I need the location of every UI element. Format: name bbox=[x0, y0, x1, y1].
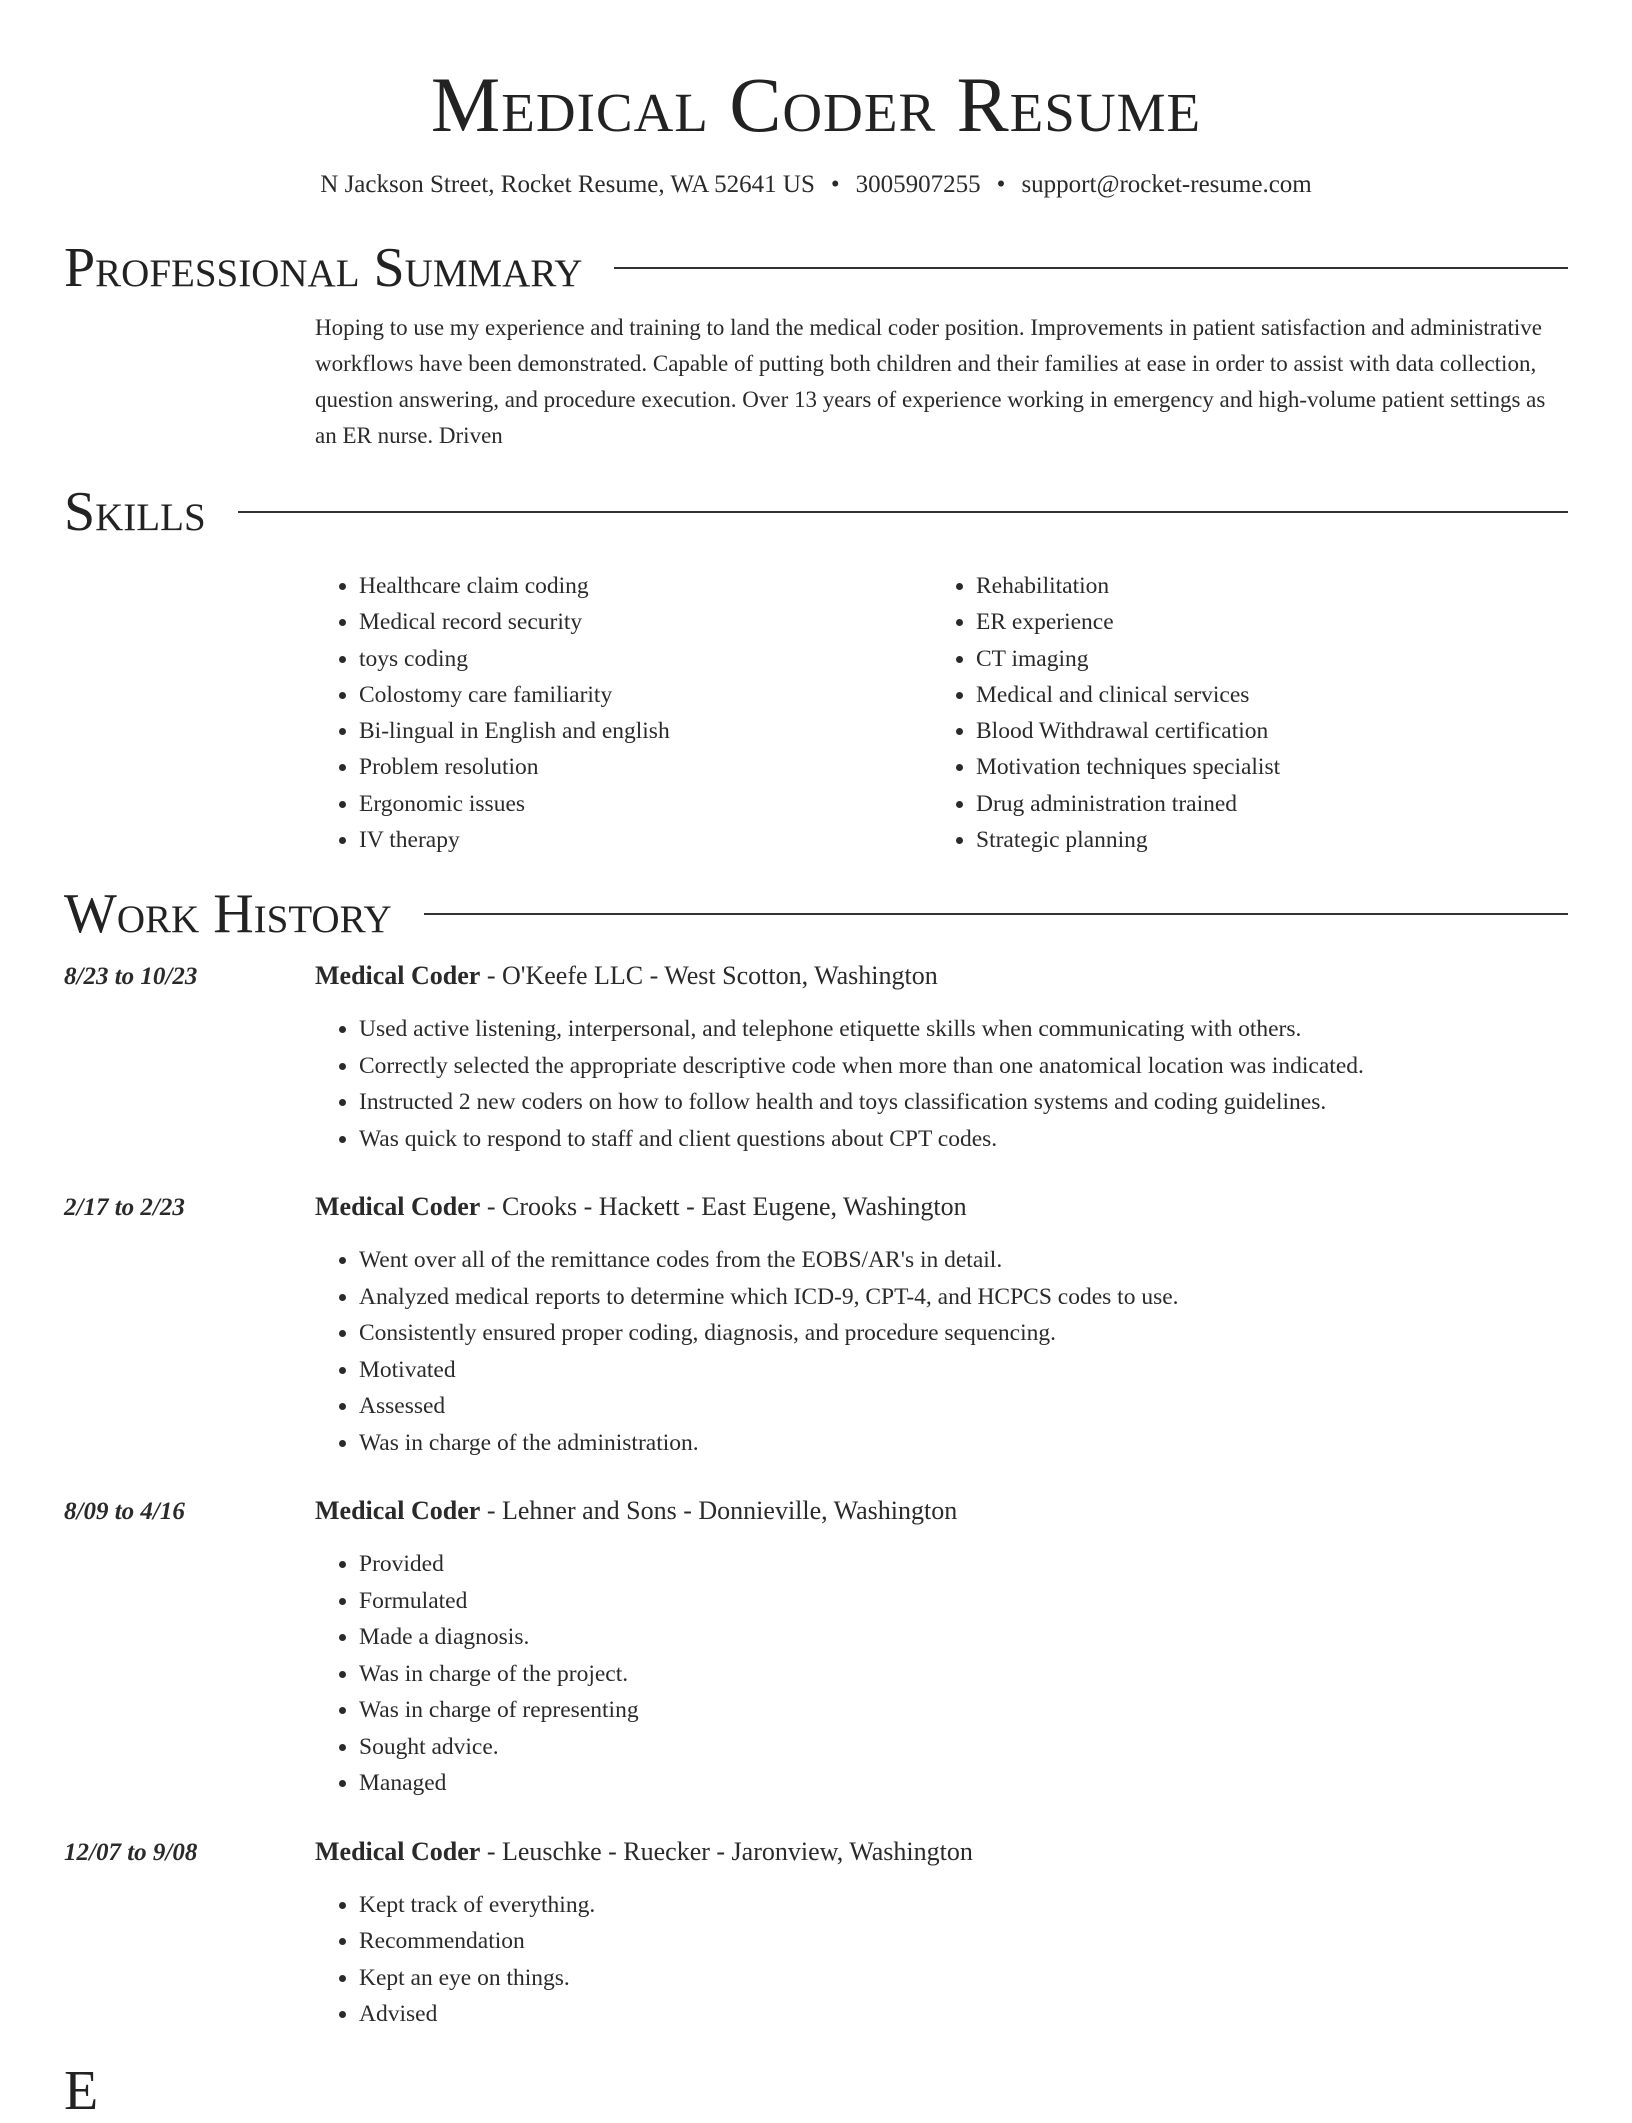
job-header bbox=[315, 1493, 957, 1529]
skill-item: • Healthcare claim coding bbox=[359, 568, 932, 604]
job-bullet: • Assessed bbox=[359, 1388, 1568, 1425]
job-title: Medical Coder bbox=[315, 961, 481, 991]
job-header-row bbox=[64, 1834, 1568, 1871]
job-bullet: • Was in charge of the project. bbox=[359, 1656, 1568, 1693]
skill-item: • Blood Withdrawal certification bbox=[976, 713, 1549, 749]
job-header bbox=[315, 958, 938, 994]
job-bullet: • Recommendation bbox=[359, 1923, 1568, 1960]
job-header-row bbox=[64, 1493, 1568, 1530]
summary-text: Hoping to use my experience and training to land the medical coder position. Improvements in patient satisfaction and administrative workflows have been demonstrated. Capable of putting both children and their families at ease in order to assist with data collection, question answering, and procedure execution. Over 13 years of experience working in emergency and high-volume patient settings as an ER nurse. Driven bbox=[315, 315, 1546, 448]
job-bullet: • Managed bbox=[359, 1765, 1568, 1802]
job-bullet: • Provided bbox=[359, 1546, 1568, 1583]
skills-section-header bbox=[64, 480, 1568, 544]
job-dates: 2/17 to 2/23 bbox=[64, 1194, 185, 1222]
job-company-location: - O'Keefe LLC - West Scotton, Washington bbox=[480, 961, 938, 991]
contact-phone: 3005907255 bbox=[855, 171, 981, 198]
skill-item: • Medical record security bbox=[359, 604, 932, 640]
summary-section-title: Professional Summary bbox=[64, 237, 583, 299]
job-bullet: • Was in charge of the administration. bbox=[359, 1425, 1568, 1462]
job-bullets bbox=[315, 1546, 1568, 1802]
skill-item: • toys coding bbox=[359, 641, 932, 677]
job-title: Medical Coder bbox=[315, 1496, 481, 1526]
job-bullet: • Kept an eye on things. bbox=[359, 1960, 1568, 1997]
job-title: Medical Coder bbox=[315, 1192, 481, 1222]
job-header bbox=[315, 1834, 973, 1870]
job-bullet: • Formulated bbox=[359, 1583, 1568, 1620]
skills-column-right bbox=[932, 568, 1549, 858]
skill-item: • Problem resolution bbox=[359, 749, 932, 785]
job-company-location: - Lehner and Sons - Donnieville, Washington bbox=[480, 1496, 958, 1526]
job-entry bbox=[64, 1493, 1568, 1802]
section-divider bbox=[238, 511, 1568, 513]
job-bullets bbox=[315, 1011, 1568, 1157]
job-bullet: • Instructed 2 new coders on how to follow health and toys classification systems and coding guidelines. bbox=[359, 1084, 1568, 1121]
skill-item: • Medical and clinical services bbox=[976, 677, 1549, 713]
section-divider bbox=[614, 267, 1568, 269]
job-bullet: • Correctly selected the appropriate descriptive code when more than one anatomical location was indicated. bbox=[359, 1048, 1568, 1085]
summary-block bbox=[315, 310, 1568, 454]
job-bullets bbox=[315, 1887, 1568, 2033]
contact-separator: • bbox=[830, 171, 840, 198]
job-header bbox=[315, 1189, 967, 1225]
skill-item: • Motivation techniques specialist bbox=[976, 749, 1549, 785]
skill-item: • Colostomy care familiarity bbox=[359, 677, 932, 713]
skill-item: • CT imaging bbox=[976, 641, 1549, 677]
job-bullets bbox=[315, 1242, 1568, 1461]
job-dates: 12/07 to 9/08 bbox=[64, 1838, 198, 1866]
job-entry bbox=[64, 1834, 1568, 2033]
contact-line bbox=[64, 170, 1568, 200]
job-bullet: • Sought advice. bbox=[359, 1729, 1568, 1766]
contact-separator: • bbox=[996, 171, 1006, 198]
contact-address: N Jackson Street, Rocket Resume, WA 52641 US bbox=[320, 171, 815, 198]
skill-item: • Strategic planning bbox=[976, 822, 1549, 858]
resume-page bbox=[64, 0, 1568, 2123]
contact-email: support@rocket-resume.com bbox=[1021, 171, 1312, 198]
job-company-location: - Crooks - Hackett - East Eugene, Washington bbox=[480, 1192, 967, 1222]
job-bullet: • Went over all of the remittance codes from the EOBS/AR's in detail. bbox=[359, 1242, 1568, 1279]
skill-item: • Rehabilitation bbox=[976, 568, 1549, 604]
job-bullet: • Analyzed medical reports to determine which ICD-9, CPT-4, and HCPCS codes to use. bbox=[359, 1279, 1568, 1316]
skill-item: • Drug administration trained bbox=[976, 786, 1549, 822]
skill-item: • Ergonomic issues bbox=[359, 786, 932, 822]
next-section-header bbox=[64, 2059, 1568, 2123]
section-divider bbox=[424, 913, 1568, 915]
job-bullet: • Made a diagnosis. bbox=[359, 1619, 1568, 1656]
job-company-location: - Leuschke - Ruecker - Jaronview, Washington bbox=[480, 1836, 973, 1866]
skills-section-title: Skills bbox=[64, 481, 206, 543]
job-bullet: • Motivated bbox=[359, 1352, 1568, 1389]
job-header-row bbox=[64, 1189, 1568, 1226]
skill-item: • IV therapy bbox=[359, 822, 932, 858]
job-entry bbox=[64, 958, 1568, 1157]
job-header-row bbox=[64, 958, 1568, 995]
skills-list bbox=[315, 568, 1568, 858]
job-entry bbox=[64, 1189, 1568, 1461]
job-bullet: • Advised bbox=[359, 1996, 1568, 2033]
job-bullet: • Consistently ensured proper coding, diagnosis, and procedure sequencing. bbox=[359, 1315, 1568, 1352]
job-title: Medical Coder bbox=[315, 1836, 481, 1866]
skills-column-left bbox=[315, 568, 932, 858]
job-bullet: • Was in charge of representing bbox=[359, 1692, 1568, 1729]
job-dates: 8/23 to 10/23 bbox=[64, 963, 198, 991]
work-section-header bbox=[64, 882, 1568, 946]
next-section-title-partial: E bbox=[64, 2059, 99, 2122]
job-bullet: • Used active listening, interpersonal, and telephone etiquette skills when communicating with others. bbox=[359, 1011, 1568, 1048]
work-section-title: Work History bbox=[64, 883, 392, 946]
job-bullet: • Kept track of everything. bbox=[359, 1887, 1568, 1924]
skill-item: • Bi-lingual in English and english bbox=[359, 713, 932, 749]
summary-section-header bbox=[64, 236, 1568, 300]
skill-item: • ER experience bbox=[976, 604, 1549, 640]
resume-title: Medical Coder Resume bbox=[430, 61, 1202, 148]
job-bullet: • Was quick to respond to staff and client questions about CPT codes. bbox=[359, 1121, 1568, 1158]
job-dates: 8/09 to 4/16 bbox=[64, 1498, 185, 1526]
